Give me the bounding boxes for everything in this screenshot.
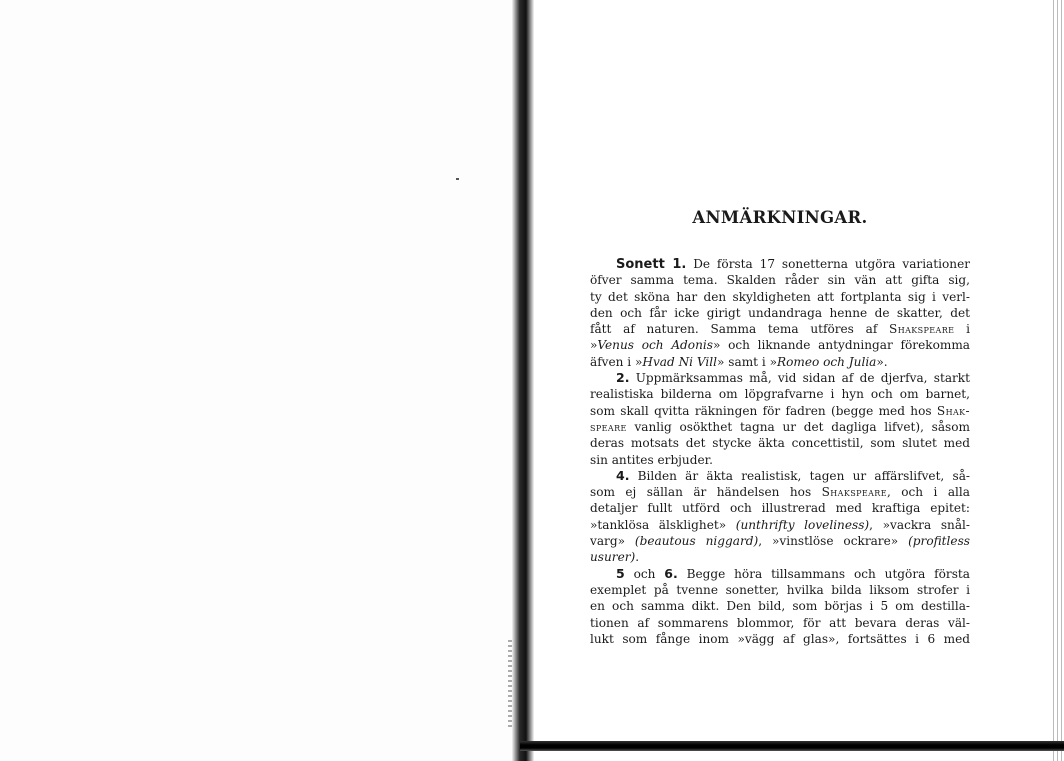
text-run: » [590,338,598,353]
text-line [590,370,970,386]
note-number: 5 [616,565,625,581]
author-name: Shak- [936,403,970,418]
text-run: , »vackra snål- [869,517,970,532]
text-run: som skall qvitta räkningen för fadren (begge med hos [590,403,937,418]
note-number: 6. [664,565,678,581]
text-run: i [954,322,970,337]
text-line [590,500,970,516]
page-bottom-shadow [520,741,1064,751]
text-line [590,403,970,419]
note-number: 2. [616,370,630,386]
text-run: ty det sköna har den skyldigheten att fortplanta sig i verl- [590,289,970,304]
text-line [590,354,970,370]
text-run: öfver samma tema. Skalden råder sin vän att gifta sig, [590,273,970,288]
text-run: lukt som fånge inom »vägg af glas», fortsättes i 6 med [590,631,970,646]
text-line [590,272,970,288]
text-line [590,435,970,451]
text-run: ». [876,354,888,369]
text-run: och [624,566,665,581]
text-line [590,452,970,468]
italic-title: Venus och Adonis [597,338,713,353]
text-run: . [635,550,640,565]
text-line [590,289,970,305]
text-run: äfven i » [590,354,643,369]
text-run: deras motsats det stycke äkta concettistil, som slutet med [590,436,970,451]
text-run: fått af naturen. Samma tema utföres af [590,322,890,337]
text-run: varg» [590,534,635,549]
right-page-edge [1052,0,1064,761]
text-line [590,321,970,337]
sonnet-label: Sonett 1. [616,257,687,272]
text-run: Begge höra tillsammans och utgöra första [677,566,970,581]
text-line [590,615,970,631]
italic-title: (beautous niggard) [634,534,759,549]
book-gutter-shadow [512,0,526,761]
italic-title: Romeo och Julia [776,354,877,369]
text-run: Bilden är äkta realistisk, tagen ur affärslifvet, så- [629,468,970,483]
notes-body [590,256,970,647]
author-name: Shakspeare [821,485,887,500]
text-run: De första 17 sonetterna utgöra variationer [686,257,970,271]
text-run: Uppmärksammas må, vid sidan af de djerfva, starkt [629,371,970,386]
text-run: den och får icke girigt undandraga henne de skatter, det [590,305,970,320]
text-line [590,337,970,353]
text-line [590,631,970,647]
text-run: som ej sällan är händelsen hos [590,485,822,500]
text-run: »tanklösa älsklighet» [590,517,736,532]
italic-title: Hvad Ni Vill [642,354,718,369]
text-run: , och i alla [886,485,970,500]
text-line [590,484,970,500]
text-run: en och samma dikt. Den bild, som börjas i 5 om destilla- [590,599,970,614]
author-name: speare [590,419,627,434]
text-run: sin antites erbjuder. [590,452,713,467]
text-run: , »vinstlöse ockrare» [758,534,909,549]
text-run: realistiska bilderna om löpgrafvarne i hyn och om barnet, [590,387,970,402]
text-run: detaljer fullt utförd och illustrerad med kraftiga epitet: [590,501,970,516]
author-name: Shakspeare [889,322,955,337]
text-line [590,256,970,272]
page-speck [456,178,459,180]
text-run: tionen af sommarens blommor, för att bevara deras väl- [590,615,970,630]
italic-title: usurer) [590,550,636,565]
text-line [590,549,970,565]
text-line [590,305,970,321]
text-line [590,566,970,582]
text-line [590,582,970,598]
note-number: 4. [616,467,630,483]
text-line [590,419,970,435]
blank-left-page [0,0,512,761]
text-run: » och liknande antydningar förekomma [712,338,970,353]
italic-title: (unthrifty loveliness) [735,517,870,532]
text-line [590,517,970,533]
italic-title: (profitless [908,534,970,549]
text-run: exemplet på tvenne sonetter, hvilka bilda liksom strofer i [590,582,970,597]
text-run: » samt i » [717,354,777,369]
book-gutter-highlight [526,0,534,761]
text-run: vanlig osökthet tagna ur det dagliga lifvet), såsom [626,419,970,434]
text-line [590,598,970,614]
text-line [590,533,970,549]
page-heading: ANMÄRKNINGAR. [692,208,868,227]
text-line [590,468,970,484]
text-line [590,386,970,402]
